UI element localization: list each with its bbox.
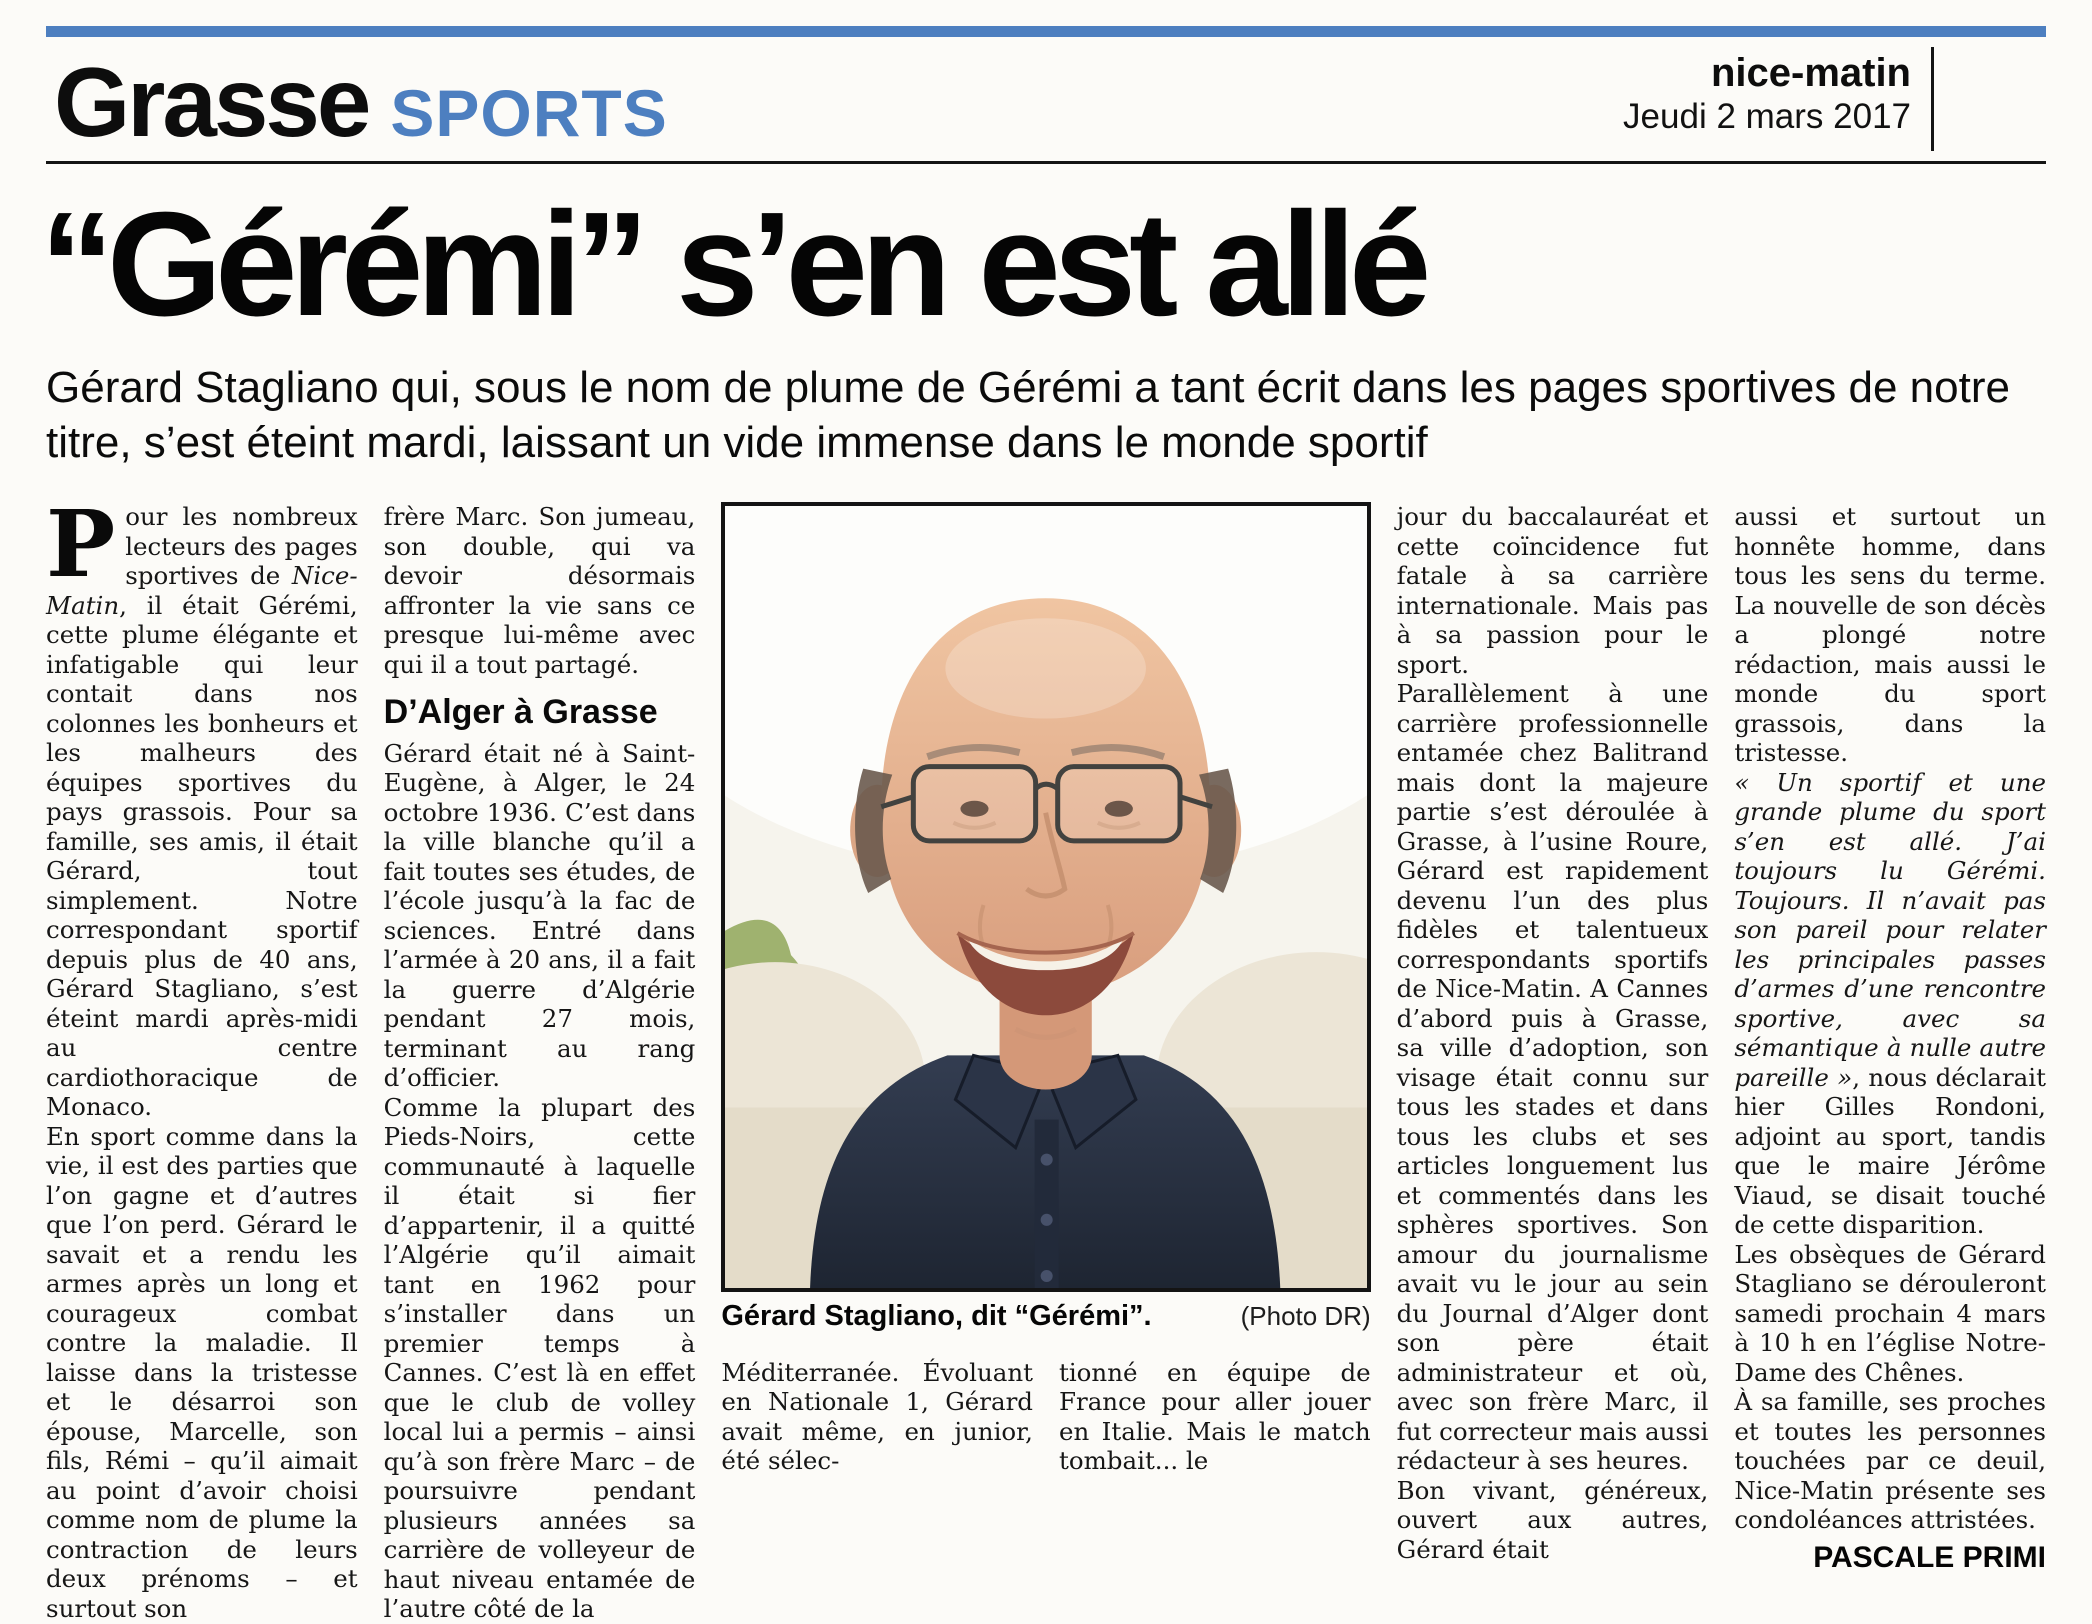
- article-paragraph: aussi et surtout un honnête homme, dans tous les sens du terme. La nouvelle de son décès a plongé notre rédaction, mais aussi le monde du sport grassois, dans la tristesse.: [1734, 502, 2046, 768]
- photo-subcolumns: [721, 1358, 1370, 1476]
- article-column-4: [1059, 1358, 1371, 1476]
- article-paragraph: « Un sportif et une grande plume du sport s’en est allé. J’ai toujours lu Gérémi. Toujours. Il n’avait pas son pareil pour relater les principales passes d’armes d’une rencontre sportive, avec sa sémantique à nulle autre pareille », nous déclarait hier Gilles Rondoni, adjoint au sport, tandis que le maire Jérôme Viaud, se disait touché de cette disparition.: [1734, 767, 2046, 1240]
- article-column-5: [1397, 502, 1709, 1624]
- article-paragraph: Méditerranée. Évoluant en Nationale 1, Gérard avait même, en junior, été sélec-: [721, 1357, 1033, 1476]
- masthead: [46, 37, 2046, 161]
- article-paragraph: Les obsèques de Gérard Stagliano se dérouleront samedi prochain 4 mars à 10 h en l’église Notre-Dame des Chênes.: [1734, 1239, 2046, 1387]
- article-paragraph: Bon vivant, généreux, ouvert aux autres, Gérard était: [1396, 1475, 1709, 1564]
- article-paragraph: jour du baccalauréat et cette coïncidence fut fatale à sa carrière internationale. Mais pas à sa passion pour le sport.: [1396, 502, 1709, 679]
- article-column-1: [46, 490, 358, 1624]
- article-paragraph: Gérard était né à Saint-Eugène, à Alger, le 24 octobre 1936. C’est dans la ville blanche qu’il a fait toutes ses études, de l’école jusqu’à la fac de sciences. Entré dans l’armée à 20 ans, il a fait la guerre d’Algérie pendant 27 mois, terminant au rang d’officier.: [383, 738, 696, 1093]
- section-subhead: D’Alger à Grasse: [383, 693, 658, 732]
- portrait-photo-illustration: [725, 506, 1366, 1288]
- article-paragraph: Parallèlement à une carrière professionnelle entamée chez Balitrand mais dont la majeure partie s’est déroulée à Grasse, à l’usine Roure, Gérard est rapidement devenu l’un des plus fidèles et talentueux correspondants sportifs de Nice-Matin. A Cannes d’abord puis à Grasse, sa ville d’adoption, son visage était connu sur tous les stades et dans tous les clubs et ses articles longuement lus et commentés dans les sphères sportives. Son amour du journalisme avait vu le jour au sein du Journal d’Alger dont son père était administrateur et où, avec son frère Marc, il fut correcteur mais aussi rédacteur à ses heures.: [1396, 679, 1709, 1476]
- photo-caption: Gérard Stagliano, dit “Gérémi”.: [721, 1300, 1152, 1333]
- author-byline: PASCALE PRIMI: [1813, 1540, 2046, 1574]
- article-paragraph: En sport comme dans la vie, il est des parties que l’on gagne et d’autres que l’on perd. Gérard le savait et a rendu les armes après un long et courageux combat contre la maladie. Il laisse dans la tristesse et le désarroi son épouse, Marcelle, son fils, Rémi – qu’il aimait au point d’avoir choisi comme nom de plume la contraction de leurs deux prénoms – et surtout son: [46, 1121, 358, 1623]
- article-column-3: [721, 1358, 1033, 1476]
- issue-date: Jeudi 2 mars 2017: [1623, 97, 1911, 136]
- standfirst: Gérard Stagliano qui, sous le nom de plume de Gérémi a tant écrit dans les pages sportives de notre titre, s’est éteint mardi, laissant un vide immense dans le monde sportif: [46, 363, 2010, 467]
- article-paragraph: tionné en équipe de France pour aller jouer en Italie. Mais le match tombait... le: [1058, 1357, 1371, 1476]
- drop-cap: P: [46, 490, 116, 599]
- article-body: [46, 490, 2046, 1624]
- photo-credit: (Photo DR): [1240, 1301, 1371, 1332]
- article-paragraph: frère Marc. Son jumeau, son double, qui va devoir désormais affronter la vie sans ce presque lui-même avec qui il a tout partagé.: [383, 502, 696, 679]
- paper-name: nice-matin: [1710, 51, 1911, 95]
- article-column-2: [384, 502, 696, 1624]
- article-column-6: [1734, 502, 2046, 1624]
- article-paragraph: Pour les nombreux lecteurs des pages sportives de Nice-Matin, il était Gérémi, cette plume élégante et infatigable qui leur contait dans nos colonnes les bonheurs et les malheurs des équipes sportives du pays grassois. Pour sa famille, ses amis, il était Gérard, tout simplement. Notre correspondant sportif depuis plus de 40 ans, Gérard Stagliano, s’est éteint mardi après-midi au centre cardiothoracique de Monaco.: [46, 490, 358, 1122]
- headline: “Gérémi” s’en est allé: [40, 182, 1425, 348]
- header-rule: [46, 161, 2046, 164]
- article-paragraph: À sa famille, ses proches et toutes les personnes touchées par ce deuil, Nice-Matin présente ses condoléances attristées.: [1734, 1387, 2046, 1535]
- section-title-block: [54, 47, 668, 158]
- photo-caption-row: [721, 1302, 1370, 1332]
- photo-block: [721, 502, 1370, 1624]
- portrait-photo: [721, 502, 1370, 1292]
- section-accent-bar: [46, 26, 2046, 37]
- section-title: Grasse: [54, 47, 369, 158]
- section-subtitle: SPORTS: [390, 76, 668, 151]
- article-paragraph: Comme la plupart des Pieds-Noirs, cette communauté à laquelle il était si fier d’appartenir, il a quitté l’Algérie qu’il aimait tant en 1962 pour s’installer dans un premier temps à Cannes. C’est là en effet que le club de volley local lui a permis – ainsi qu’à son frère Marc – de poursuivre pendant plusieurs années sa carrière de volleyeur de haut niveau entamée de l’autre côté de la: [383, 1092, 696, 1624]
- paper-date-block: [1623, 47, 1934, 151]
